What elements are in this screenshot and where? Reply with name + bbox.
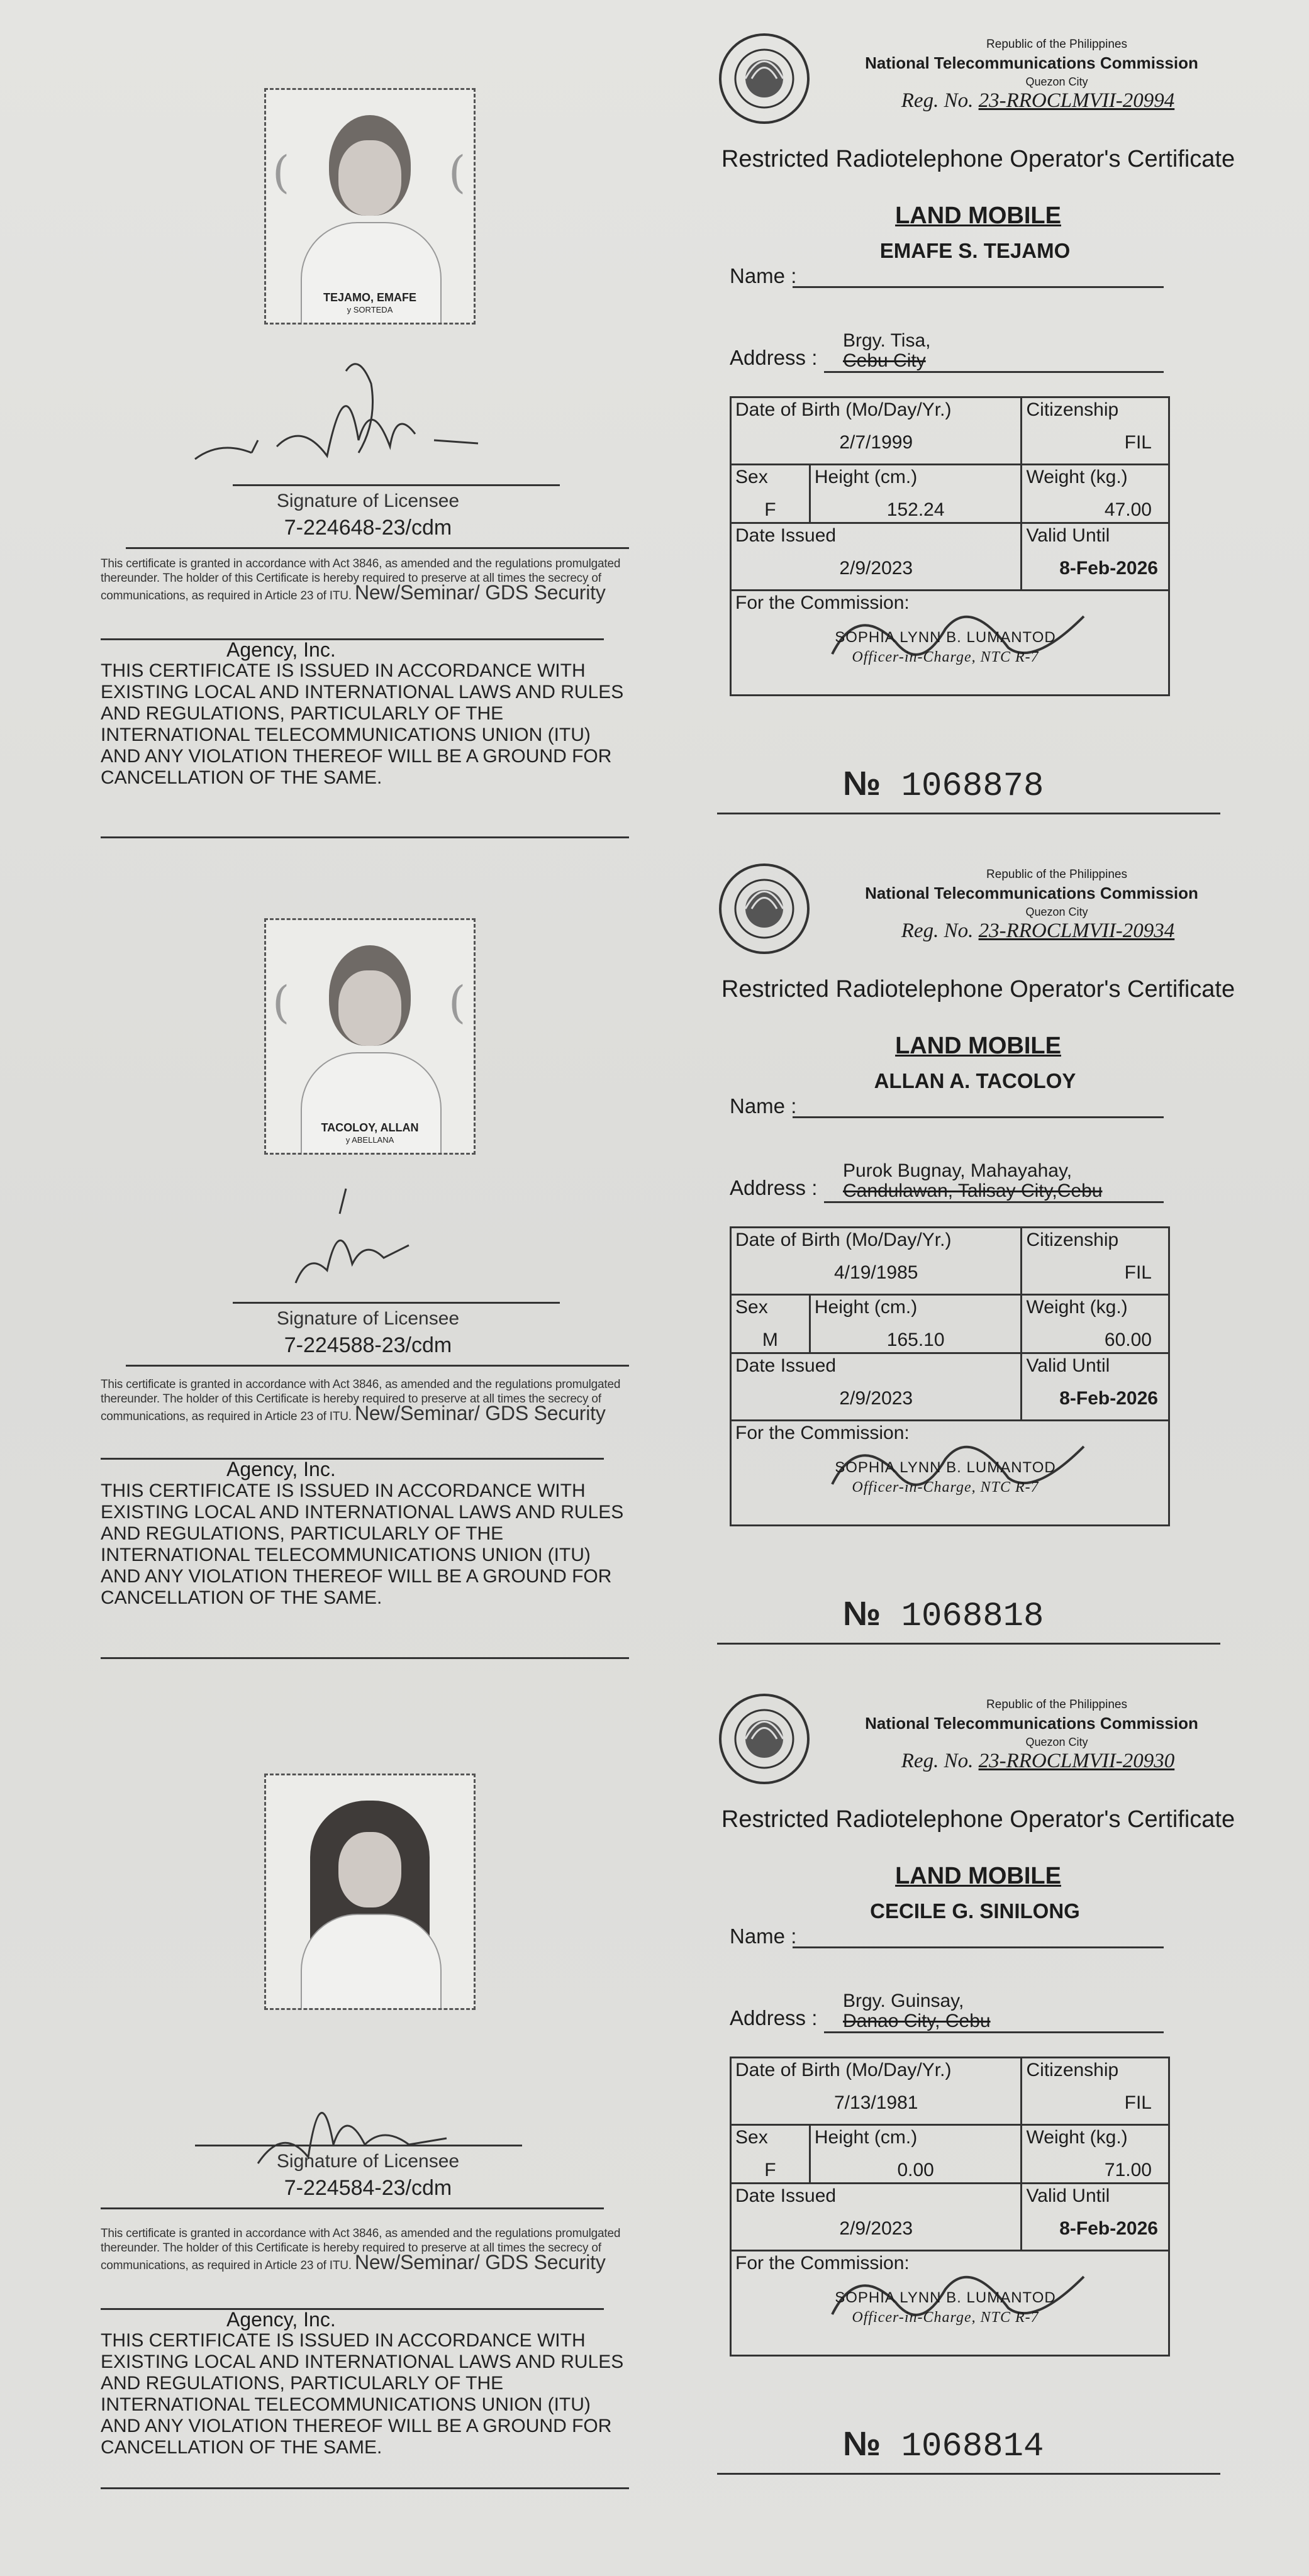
licensee-signature bbox=[182, 1176, 560, 1302]
height-cell: Height (cm.) 152.24 bbox=[810, 465, 1022, 523]
certificate-type: LAND MOBILE bbox=[895, 1863, 1061, 1889]
address-line-2: Cebu City bbox=[843, 350, 926, 371]
signer-role: Officer-in-Charge, NTC R-7 bbox=[852, 1479, 1039, 1496]
certificate-bottom-line bbox=[717, 1643, 1220, 1645]
fine-print: This certificate is granted in accordance with Act 3846, as amended and the regulations promulgated thereunder. The holder of this Certificate is hereby required to preserve at all times the secrecy of communications, as required in Article 23 of ITU. New/Seminar/ GDS Security bbox=[101, 1378, 621, 1424]
valid-value: 8-Feb-2026 bbox=[1059, 1388, 1158, 1409]
photo-caption bbox=[266, 1121, 474, 1146]
valid-cell: Valid Until 8-Feb-2026 bbox=[1022, 523, 1169, 591]
commission-label: For the Commission: bbox=[735, 1423, 910, 1443]
agency-line bbox=[101, 638, 604, 640]
commission-cell bbox=[731, 2251, 1169, 2356]
dob-value: 4/19/1985 bbox=[834, 1262, 918, 1283]
certificate-bottom-line bbox=[717, 2473, 1220, 2475]
issued-value: 2/9/2023 bbox=[839, 558, 913, 579]
citizenship-value: FIL bbox=[1124, 1262, 1152, 1283]
address-line-1: Purok Bugnay, Mahayahay, bbox=[843, 1160, 1072, 1181]
citizenship-value: FIL bbox=[1124, 432, 1152, 453]
commission-cell bbox=[731, 591, 1169, 696]
serial-number: 7-224648-23/cdm bbox=[284, 516, 452, 540]
certificate-card-3 bbox=[717, 1679, 1239, 2497]
address-label: Address : bbox=[730, 1176, 818, 1199]
agency-heading: National Telecommunications Commission bbox=[865, 53, 1198, 72]
sex-value: M bbox=[762, 1330, 778, 1350]
agency-heading: National Telecommunications Commission bbox=[865, 1714, 1198, 1733]
certificate-row-1 bbox=[0, 19, 1309, 843]
sex-cell: Sex F bbox=[731, 2125, 810, 2184]
licensee-photo bbox=[264, 1774, 476, 2010]
certificate-card-1 bbox=[717, 19, 1239, 836]
ntc-seal-icon bbox=[717, 31, 811, 126]
height-cell: Height (cm.) 165.10 bbox=[810, 1295, 1022, 1353]
address-line-1: Brgy. Guinsay, bbox=[843, 1990, 964, 2011]
issued-value: 2/9/2023 bbox=[839, 1388, 913, 1409]
name-label: Name : bbox=[730, 264, 797, 287]
serial-number: 7-224588-23/cdm bbox=[284, 1333, 452, 1357]
agency-text: Agency, Inc. bbox=[226, 2308, 336, 2331]
licensee-name: CECILE G. SINILONG bbox=[870, 1899, 1080, 1923]
photo-caption-middle: y ABELLANA bbox=[345, 1135, 394, 1145]
commission-label: For the Commission: bbox=[735, 592, 910, 613]
valid-value: 8-Feb-2026 bbox=[1059, 2218, 1158, 2239]
sex-value: F bbox=[764, 499, 776, 520]
height-cell: Height (cm.) 0.00 bbox=[810, 2125, 1022, 2184]
issued-cell: Date Issued 2/9/2023 bbox=[731, 1353, 1022, 1421]
weight-value: 71.00 bbox=[1104, 2160, 1152, 2180]
signature-line bbox=[233, 484, 560, 486]
seminar-text: New/Seminar/ GDS Security bbox=[354, 581, 606, 604]
commission-label: For the Commission: bbox=[735, 2253, 910, 2273]
height-value: 165.10 bbox=[886, 1330, 945, 1350]
signer-block bbox=[794, 1459, 1096, 1496]
address-line-1: Brgy. Tisa, bbox=[843, 330, 931, 351]
photo-caption-name: TEJAMO, EMAFE bbox=[323, 291, 416, 304]
signature-line bbox=[195, 2145, 522, 2146]
certificate-type: LAND MOBILE bbox=[895, 203, 1061, 229]
republic-heading: Republic of the Philippines bbox=[986, 868, 1127, 881]
certificate-row-2 bbox=[0, 849, 1309, 1673]
certificate-stub-2 bbox=[101, 849, 635, 1667]
address-line bbox=[824, 371, 1164, 373]
fine-print: This certificate is granted in accordance with Act 3846, as amended and the regulations promulgated thereunder. The holder of this Certificate is hereby required to preserve at all times the secrecy of communications, as required in Article 23 of ITU. New/Seminar/ GDS Security bbox=[101, 2227, 621, 2273]
compliance-notice: THIS CERTIFICATE IS ISSUED IN ACCORDANCE WITH EXISTING LOCAL AND INTERNATIONAL LAWS AND RULES AND REGULATIONS, PARTICULARLY OF THE INTERNATIONAL TELECOMMUNICATIONS UNION (ITU) AND ANY VIOLATION THEREOF WILL BE A GROUND FOR CANCELLATION OF THE SAME. bbox=[101, 2330, 624, 2458]
licensee-name: EMAFE S. TEJAMO bbox=[879, 239, 1071, 262]
fine-print: This certificate is granted in accordance with Act 3846, as amended and the regulations promulgated thereunder. The holder of this Certificate is hereby required to preserve at all times the secrecy of communications, as required in Article 23 of ITU. New/Seminar/ GDS Security bbox=[101, 557, 621, 604]
dob-value: 2/7/1999 bbox=[839, 432, 913, 453]
name-line bbox=[793, 286, 1164, 288]
licensee-photo: ( ( TEJAMO, EMAFE y SORTEDA bbox=[264, 88, 476, 325]
weight-cell: Weight (kg.) 71.00 bbox=[1022, 2125, 1169, 2184]
weight-cell: Weight (kg.) 60.00 bbox=[1022, 1295, 1169, 1353]
signer-name: SOPHIA LYNN B. LUMANTOD bbox=[835, 2289, 1056, 2306]
bottom-line bbox=[101, 1657, 629, 1659]
certificate-title: Restricted Radiotelephone Operator's Certificate bbox=[721, 146, 1235, 172]
signer-name: SOPHIA LYNN B. LUMANTOD bbox=[835, 629, 1056, 646]
address-line bbox=[824, 2031, 1164, 2033]
weight-value: 47.00 bbox=[1104, 499, 1152, 520]
weight-value: 60.00 bbox=[1104, 1330, 1152, 1350]
valid-cell: Valid Until 8-Feb-2026 bbox=[1022, 2184, 1169, 2251]
details-table bbox=[730, 2057, 1170, 2357]
name-line bbox=[793, 1116, 1164, 1118]
address-line-2: Candulawan, Talisay City,Cebu bbox=[843, 1180, 1103, 1201]
issued-value: 2/9/2023 bbox=[839, 2218, 913, 2239]
valid-cell: Valid Until 8-Feb-2026 bbox=[1022, 1353, 1169, 1421]
signature-line bbox=[233, 1302, 560, 1304]
sex-value: F bbox=[764, 2160, 776, 2180]
citizenship-cell: Citizenship FIL bbox=[1022, 2058, 1169, 2125]
details-table bbox=[730, 396, 1170, 696]
certificate-number: № 1068878 bbox=[843, 765, 1044, 806]
sex-cell: Sex M bbox=[731, 1295, 810, 1353]
agency-text: Agency, Inc. bbox=[226, 638, 336, 661]
height-value: 152.24 bbox=[886, 499, 945, 520]
photo-caption bbox=[266, 291, 474, 316]
agency-heading: National Telecommunications Commission bbox=[865, 884, 1198, 902]
republic-heading: Republic of the Philippines bbox=[986, 1698, 1127, 1711]
issued-cell: Date Issued 2/9/2023 bbox=[731, 2184, 1022, 2251]
signer-role: Officer-in-Charge, NTC R-7 bbox=[852, 649, 1039, 665]
serial-number: 7-224584-23/cdm bbox=[284, 2176, 452, 2200]
city-heading: Quezon City bbox=[1025, 906, 1088, 918]
address-line bbox=[824, 1201, 1164, 1203]
agency-text: Agency, Inc. bbox=[226, 1458, 336, 1480]
ntc-seal-icon bbox=[717, 1692, 811, 1786]
seminar-text: New/Seminar/ GDS Security bbox=[354, 2251, 606, 2273]
height-value: 0.00 bbox=[897, 2160, 934, 2180]
certificate-type: LAND MOBILE bbox=[895, 1033, 1061, 1059]
dob-cell: Date of Birth (Mo/Day/Yr.) 2/7/1999 bbox=[731, 397, 1022, 465]
certificate-title: Restricted Radiotelephone Operator's Certificate bbox=[721, 1806, 1235, 1833]
compliance-notice: THIS CERTIFICATE IS ISSUED IN ACCORDANCE WITH EXISTING LOCAL AND INTERNATIONAL LAWS AND RULES AND REGULATIONS, PARTICULARLY OF THE INTERNATIONAL TELECOMMUNICATIONS UNION (ITU) AND ANY VIOLATION THEREOF WILL BE A GROUND FOR CANCELLATION OF THE SAME. bbox=[101, 1480, 624, 1608]
certificate-title: Restricted Radiotelephone Operator's Certificate bbox=[721, 976, 1235, 1002]
signature-label: Signature of Licensee bbox=[276, 491, 460, 511]
photo-caption-name: TACOLOY, ALLAN bbox=[321, 1121, 419, 1134]
licensee-name: ALLAN A. TACOLOY bbox=[874, 1069, 1076, 1092]
certificate-card-2 bbox=[717, 849, 1239, 1667]
address-label: Address : bbox=[730, 2006, 818, 2029]
citizenship-value: FIL bbox=[1124, 2092, 1152, 2113]
citizenship-cell: Citizenship FIL bbox=[1022, 397, 1169, 465]
registration-number: Reg. No. 23-RROCLMVII-20930 bbox=[901, 1750, 1175, 1772]
licensee-signature bbox=[182, 346, 560, 472]
commission-cell bbox=[731, 1421, 1169, 1526]
seminar-text: New/Seminar/ GDS Security bbox=[354, 1402, 606, 1424]
certificate-number: № 1068818 bbox=[843, 1595, 1044, 1636]
signature-scribble-icon bbox=[182, 346, 560, 472]
certificate-stub-1 bbox=[101, 19, 635, 836]
certificate-row-3 bbox=[0, 1679, 1309, 2503]
citizenship-cell: Citizenship FIL bbox=[1022, 1228, 1169, 1295]
republic-heading: Republic of the Philippines bbox=[986, 38, 1127, 51]
address-label: Address : bbox=[730, 346, 818, 369]
name-line bbox=[793, 1946, 1164, 1948]
signature-label: Signature of Licensee bbox=[276, 2151, 460, 2172]
ntc-seal-icon bbox=[717, 862, 811, 956]
dob-cell: Date of Birth (Mo/Day/Yr.) 7/13/1981 bbox=[731, 2058, 1022, 2125]
registration-number: Reg. No. 23-RROCLMVII-20934 bbox=[901, 919, 1175, 942]
name-label: Name : bbox=[730, 1924, 797, 1948]
city-heading: Quezon City bbox=[1025, 75, 1088, 88]
sex-cell: Sex F bbox=[731, 465, 810, 523]
signer-block bbox=[794, 629, 1096, 666]
certificate-bottom-line bbox=[717, 813, 1220, 814]
valid-value: 8-Feb-2026 bbox=[1059, 558, 1158, 579]
certificate-number: № 1068814 bbox=[843, 2425, 1044, 2466]
name-label: Name : bbox=[730, 1094, 797, 1118]
compliance-notice: THIS CERTIFICATE IS ISSUED IN ACCORDANCE WITH EXISTING LOCAL AND INTERNATIONAL LAWS AND RULES AND REGULATIONS, PARTICULARLY OF THE INTERNATIONAL TELECOMMUNICATIONS UNION (ITU) AND ANY VIOLATION THEREOF WILL BE A GROUND FOR CANCELLATION OF THE SAME. bbox=[101, 660, 624, 788]
photo-caption-middle: y SORTEDA bbox=[347, 305, 393, 314]
dob-cell: Date of Birth (Mo/Day/Yr.) 4/19/1985 bbox=[731, 1228, 1022, 1295]
city-heading: Quezon City bbox=[1025, 1736, 1088, 1748]
licensee-photo: ( ( TACOLOY, ALLAN y ABELLANA bbox=[264, 918, 476, 1155]
details-table bbox=[730, 1226, 1170, 1526]
signer-name: SOPHIA LYNN B. LUMANTOD bbox=[835, 1459, 1056, 1476]
serial-line bbox=[126, 1365, 629, 1367]
agency-line bbox=[101, 2308, 604, 2310]
address-line-2: Danao City, Cebu bbox=[843, 2011, 991, 2031]
serial-line bbox=[126, 547, 629, 549]
weight-cell: Weight (kg.) 47.00 bbox=[1022, 465, 1169, 523]
signature-scribble-icon bbox=[182, 1176, 560, 1302]
signer-role: Officer-in-Charge, NTC R-7 bbox=[852, 2309, 1039, 2326]
serial-line bbox=[101, 2207, 604, 2209]
agency-line bbox=[101, 1458, 604, 1460]
dob-value: 7/13/1981 bbox=[834, 2092, 918, 2113]
bottom-line bbox=[101, 2487, 629, 2489]
bottom-line bbox=[101, 836, 629, 838]
registration-number: Reg. No. 23-RROCLMVII-20994 bbox=[901, 89, 1175, 112]
issued-cell: Date Issued 2/9/2023 bbox=[731, 523, 1022, 591]
signer-block bbox=[794, 2289, 1096, 2326]
signature-label: Signature of Licensee bbox=[276, 1308, 460, 1329]
certificate-stub-3 bbox=[101, 1679, 635, 2497]
